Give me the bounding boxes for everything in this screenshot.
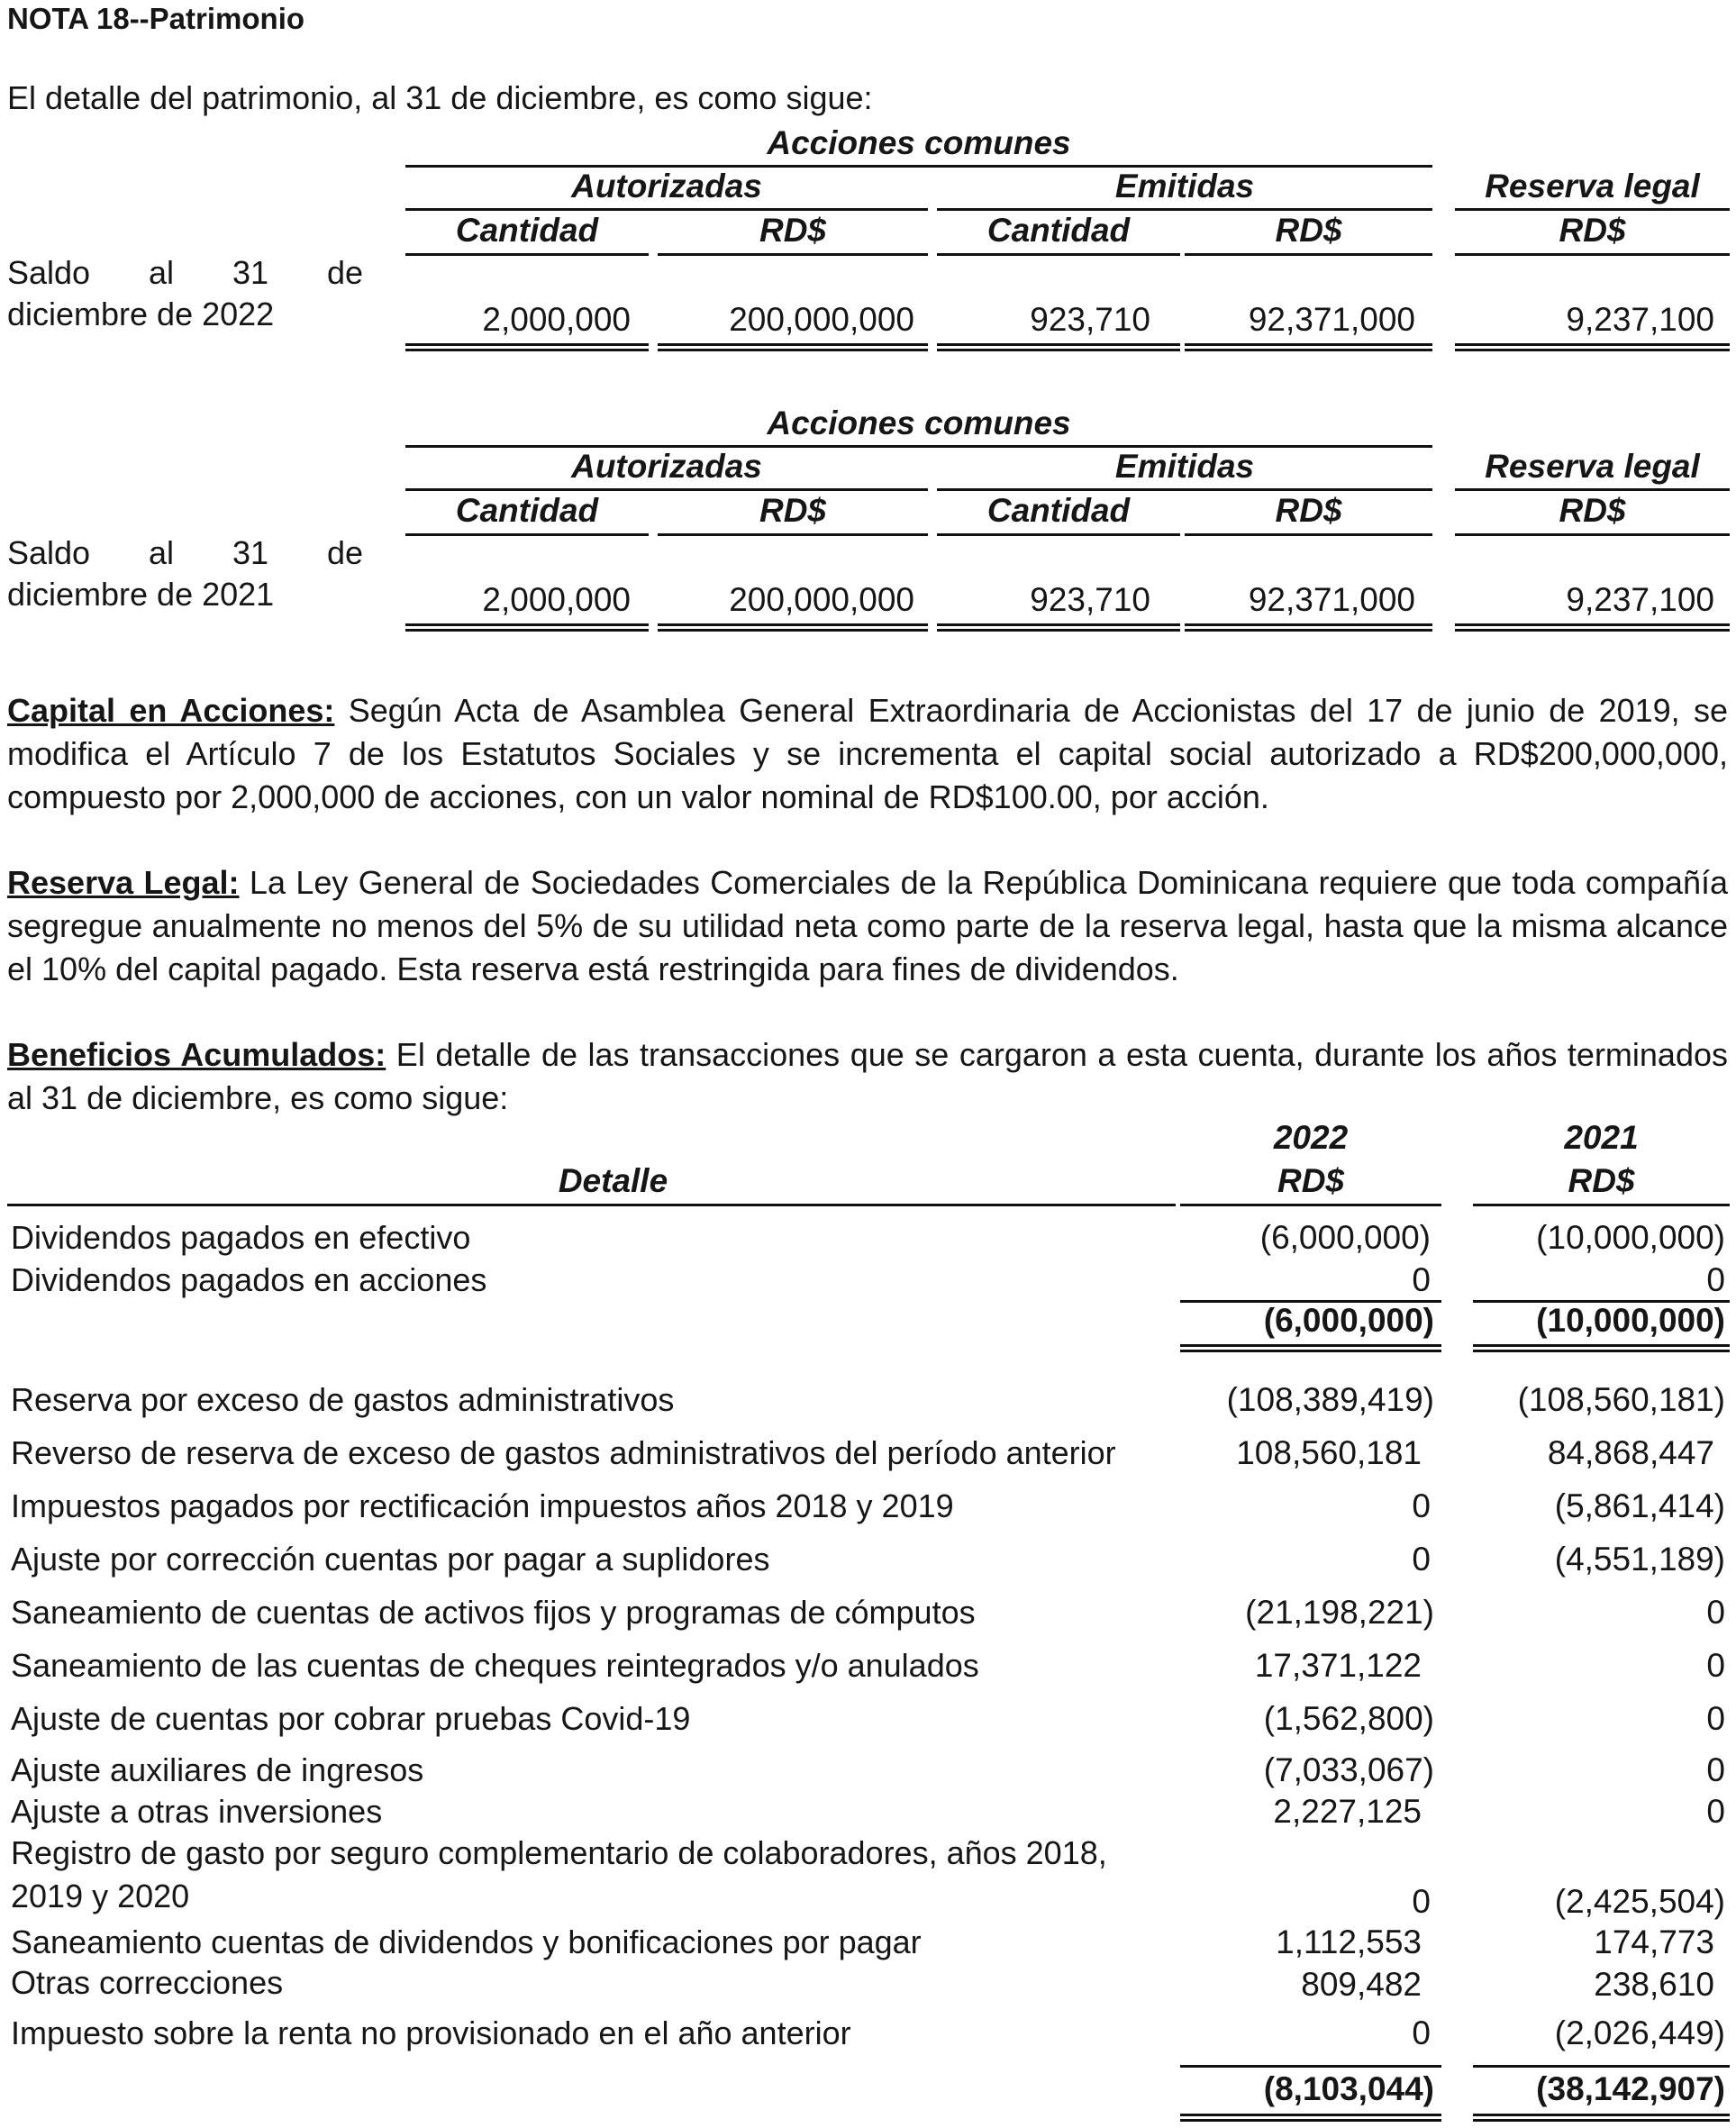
page-title: NOTA 18--Patrimonio xyxy=(7,2,305,35)
table-row-label: Ajuste a otras inversiones xyxy=(11,1793,383,1830)
issued-quantity: 923,710 xyxy=(1030,301,1150,338)
beneficios-paragraph xyxy=(7,1033,1728,1120)
value-2022: (1,562,800) xyxy=(1263,1700,1434,1737)
value-2022: 0 xyxy=(1412,1261,1431,1298)
beneficios-text: El detalle de las transacciones que se cargaron a esta cuenta, durante los años terminados al 31 de diciembre, es como sigue: xyxy=(7,1036,1728,1116)
table-row-label: Saneamiento de las cuentas de cheques reintegrados y/o anulados xyxy=(11,1647,979,1684)
value-2022: (21,198,221) xyxy=(1245,1594,1434,1631)
value-2021: (2,026,449) xyxy=(1554,2014,1725,2051)
value-2022: 0 xyxy=(1412,2014,1431,2051)
value-2021: (2,425,504) xyxy=(1554,1883,1725,1920)
value-2021: 0 xyxy=(1706,1261,1725,1298)
capital-label: Capital en Acciones: xyxy=(7,692,335,729)
value-2021: (108,560,181) xyxy=(1517,1381,1725,1418)
value-2021: 238,610 xyxy=(1594,1966,1714,2003)
value-2022: 809,482 xyxy=(1301,1966,1422,2003)
group-header: Acciones comunes xyxy=(767,405,1071,441)
capital-paragraph xyxy=(7,689,1728,819)
col-rd: RD$ xyxy=(1559,492,1626,529)
reserve-header: Reserva legal xyxy=(1485,168,1700,205)
table-row-label: Saneamiento de cuentas de activos fijos y programas de cómputos xyxy=(11,1594,976,1631)
currency-2022: RD$ xyxy=(1277,1162,1345,1199)
col-quantity: Cantidad xyxy=(986,492,1131,529)
value-2021: 0 xyxy=(1706,1647,1725,1684)
dividends-total-2022: (6,000,000) xyxy=(1263,1302,1434,1339)
group-header: Acciones comunes xyxy=(767,124,1071,161)
table-row-label: Otras correcciones xyxy=(11,1964,284,2001)
table-row-label: Ajuste auxiliares de ingresos xyxy=(11,1751,424,1788)
value-2022: (7,033,067) xyxy=(1263,1751,1434,1788)
table-row-label: Registro de gasto por seguro complementario de colaboradores, años 2018, xyxy=(11,1834,1107,1871)
value-2021: 84,868,447 xyxy=(1547,1434,1714,1471)
value-2021: (10,000,000) xyxy=(1536,1219,1725,1256)
dividends-total-2021: (10,000,000) xyxy=(1536,1302,1725,1339)
auth-quantity: 2,000,000 xyxy=(482,301,631,338)
issued-header: Emitidas xyxy=(1114,168,1255,205)
col-quantity: Cantidad xyxy=(455,492,599,529)
table-row-label: Ajuste por corrección cuentas por pagar a suplidores xyxy=(11,1541,770,1578)
value-2021: 174,773 xyxy=(1594,1923,1714,1960)
row-label: diciembre de 2022 xyxy=(7,296,275,332)
row-label: Saldo al 31 de xyxy=(7,254,363,291)
year-2022: 2022 xyxy=(1273,1119,1349,1156)
table-row-label: Ajuste de cuentas por cobrar pruebas Covid-19 xyxy=(11,1700,691,1737)
col-quantity: Cantidad xyxy=(455,212,599,249)
table-row-label: Impuesto sobre la renta no provisionado en el año anterior xyxy=(11,2014,851,2051)
issued-amount: 92,371,000 xyxy=(1248,301,1415,338)
issued-quantity: 923,710 xyxy=(1030,581,1150,618)
reserva-text: La Ley General de Sociedades Comerciales de la República Dominicana requiere que toda compañía segregue anualmente no menos del 5% de su utilidad neta como parte de la reserva legal, hasta que la misma alcance el 10% del capital pagado. Esta reserva está restringida para fines de dividendos. xyxy=(7,864,1728,987)
value-2021: 0 xyxy=(1706,1700,1725,1737)
value-2021: (4,551,189) xyxy=(1554,1541,1725,1578)
value-2022: 0 xyxy=(1412,1487,1431,1524)
value-2022: (108,389,419) xyxy=(1226,1381,1434,1418)
reserve-header: Reserva legal xyxy=(1485,448,1700,485)
table-row-label: 2019 y 2020 xyxy=(11,1878,190,1914)
grand-total-2022: (8,103,044) xyxy=(1263,2070,1434,2107)
value-2021: 0 xyxy=(1706,1594,1725,1631)
reserva-paragraph xyxy=(7,861,1728,991)
intro-text: El detalle del patrimonio, al 31 de diciembre, es como sigue: xyxy=(7,79,873,116)
auth-amount: 200,000,000 xyxy=(729,581,914,618)
col-quantity: Cantidad xyxy=(986,212,1131,249)
reserve-amount: 9,237,100 xyxy=(1566,581,1714,618)
value-2021: 0 xyxy=(1706,1793,1725,1830)
year-2021: 2021 xyxy=(1564,1119,1639,1156)
grand-total-2021: (38,142,907) xyxy=(1536,2070,1725,2107)
value-2021: (5,861,414) xyxy=(1554,1487,1725,1524)
table-row-label: Saneamiento cuentas de dividendos y bonificaciones por pagar xyxy=(11,1923,922,1960)
reserve-amount: 9,237,100 xyxy=(1566,301,1714,338)
currency-2021: RD$ xyxy=(1568,1162,1635,1199)
capital-text: Según Acta de Asamblea General Extraordinaria de Accionistas del 17 de junio de 2019, se modifica el Artículo 7 de los Estatutos Sociales y se incrementa el capital social autorizado a RD$200,000,000, compuesto por 2,000,000 de acciones, con un valor nominal de RD$100.00, por acción. xyxy=(7,692,1729,815)
table-row-label: Reserva por exceso de gastos administrativos xyxy=(11,1381,675,1418)
row-label: diciembre de 2021 xyxy=(7,576,275,613)
value-2022: 2,227,125 xyxy=(1273,1793,1422,1830)
value-2022: (6,000,000) xyxy=(1259,1219,1431,1256)
col-rd: RD$ xyxy=(1275,492,1342,529)
col-rd: RD$ xyxy=(1275,212,1342,249)
issued-header: Emitidas xyxy=(1114,448,1255,485)
authorized-header: Autorizadas xyxy=(571,448,762,485)
value-2022: 0 xyxy=(1412,1883,1431,1920)
value-2021: 0 xyxy=(1706,1751,1725,1788)
col-rd: RD$ xyxy=(759,212,827,249)
col-rd: RD$ xyxy=(759,492,827,529)
issued-amount: 92,371,000 xyxy=(1248,581,1415,618)
row-label: Saldo al 31 de xyxy=(7,534,363,571)
col-rd: RD$ xyxy=(1559,212,1626,249)
table-row-label: Impuestos pagados por rectificación impuestos años 2018 y 2019 xyxy=(11,1487,954,1524)
table-row-label: Dividendos pagados en acciones xyxy=(11,1261,487,1298)
table-row-label: Dividendos pagados en efectivo xyxy=(11,1219,471,1256)
beneficios-label: Beneficios Acumulados: xyxy=(7,1036,386,1073)
auth-amount: 200,000,000 xyxy=(729,301,914,338)
reserva-label: Reserva Legal: xyxy=(7,864,240,901)
value-2022: 1,112,553 xyxy=(1276,1923,1422,1960)
value-2022: 108,560,181 xyxy=(1236,1434,1422,1471)
authorized-header: Autorizadas xyxy=(571,168,762,205)
value-2022: 17,371,122 xyxy=(1254,1647,1422,1684)
table-row-label: Reverso de reserva de exceso de gastos administrativos del período anterior xyxy=(11,1434,1116,1471)
value-2022: 0 xyxy=(1412,1541,1431,1578)
col-detail: Detalle xyxy=(558,1162,668,1199)
auth-quantity: 2,000,000 xyxy=(482,581,631,618)
